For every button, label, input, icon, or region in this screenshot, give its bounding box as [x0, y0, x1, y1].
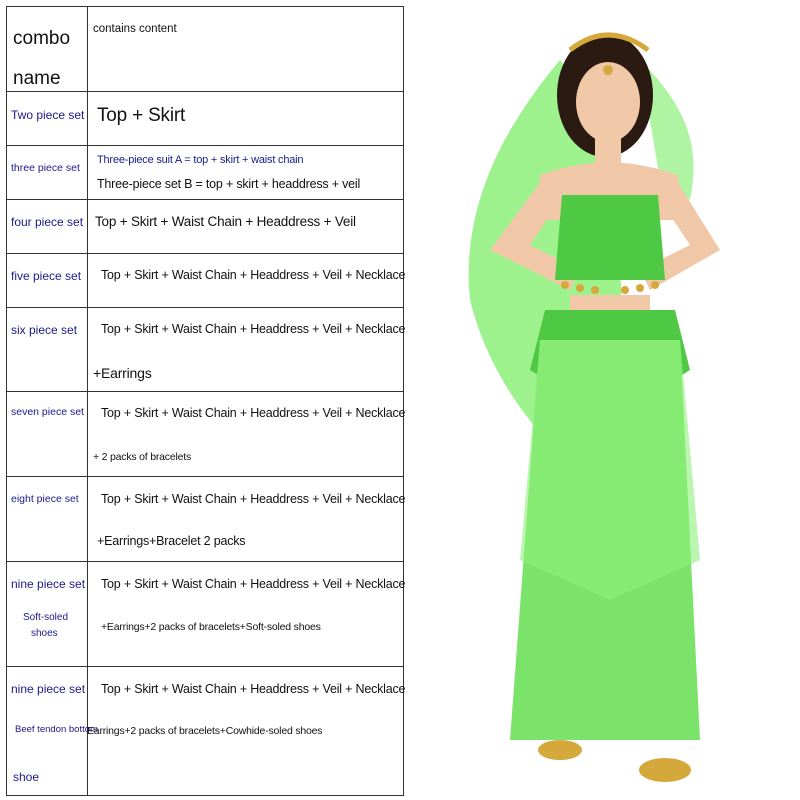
- combo-content-2: Earrings+2 packs of bracelets+Cowhide-soled shoes: [87, 725, 323, 737]
- combo-name: six piece set: [11, 323, 78, 337]
- combo-content: Top + Skirt + Waist Chain + Headdress + Veil + Necklace: [101, 322, 406, 336]
- combo-name-line3: shoe: [13, 770, 40, 784]
- table-row: [7, 146, 403, 200]
- combo-name: Two piece set: [11, 108, 85, 122]
- combo-name-line2: Beef tendon bottom: [15, 724, 98, 735]
- table-row: [7, 392, 406, 477]
- top-shape: [555, 195, 665, 280]
- combo-content: Top + Skirt + Waist Chain + Headdress + Veil + Necklace: [101, 268, 406, 282]
- table-row: [7, 562, 406, 667]
- table-row: [7, 667, 406, 795]
- combo-content-2: +Earrings+Bracelet 2 packs: [97, 534, 246, 548]
- combo-content: Top + Skirt + Waist Chain + Headdress + Veil + Necklace: [101, 492, 406, 506]
- combo-name: seven piece set: [11, 406, 84, 418]
- header-combo-name: combo name: [13, 28, 71, 89]
- table-row: [7, 254, 406, 308]
- combo-name: three piece set: [11, 162, 80, 174]
- combo-content: Top + Skirt + Waist Chain + Headdress + Veil + Necklace: [101, 406, 406, 420]
- model-photo: [450, 0, 770, 800]
- combo-content-a: Three-piece suit A = top + skirt + waist chain: [97, 154, 304, 166]
- combo-name: four piece set: [11, 215, 84, 229]
- table-row: [7, 477, 406, 562]
- combo-content: Top + Skirt: [97, 105, 186, 126]
- table-row: [7, 308, 406, 392]
- table-header-row: [7, 7, 403, 92]
- combo-name-line2: Soft-soled: [23, 612, 69, 623]
- combo-name: five piece set: [11, 269, 82, 283]
- combo-content: Top + Skirt + Waist Chain + Headdress + Veil + Necklace: [101, 577, 406, 591]
- left-shoe: [538, 740, 582, 760]
- table-row: [7, 200, 403, 254]
- combo-name: nine piece set: [11, 577, 86, 591]
- table-row: [7, 92, 403, 146]
- combo-content: Top + Skirt + Waist Chain + Headdress + Veil: [95, 214, 356, 229]
- right-shoe: [639, 758, 691, 782]
- combo-name-line3: shoes: [31, 628, 58, 639]
- combo-content-2: +Earrings: [93, 365, 152, 381]
- combo-name: eight piece set: [11, 493, 79, 505]
- combo-content-2: +Earrings+2 packs of bracelets+Soft-soled shoes: [101, 621, 321, 633]
- combo-content: Top + Skirt + Waist Chain + Headdress + Veil + Necklace: [101, 682, 406, 696]
- combo-name: nine piece set: [11, 682, 86, 696]
- combo-content-b: Three-piece set B = top + skirt + headdress + veil: [97, 177, 361, 191]
- header-contains-content: contains content: [93, 23, 177, 35]
- combo-content-2: + 2 packs of bracelets: [93, 451, 192, 463]
- product-combo-table: [6, 6, 404, 796]
